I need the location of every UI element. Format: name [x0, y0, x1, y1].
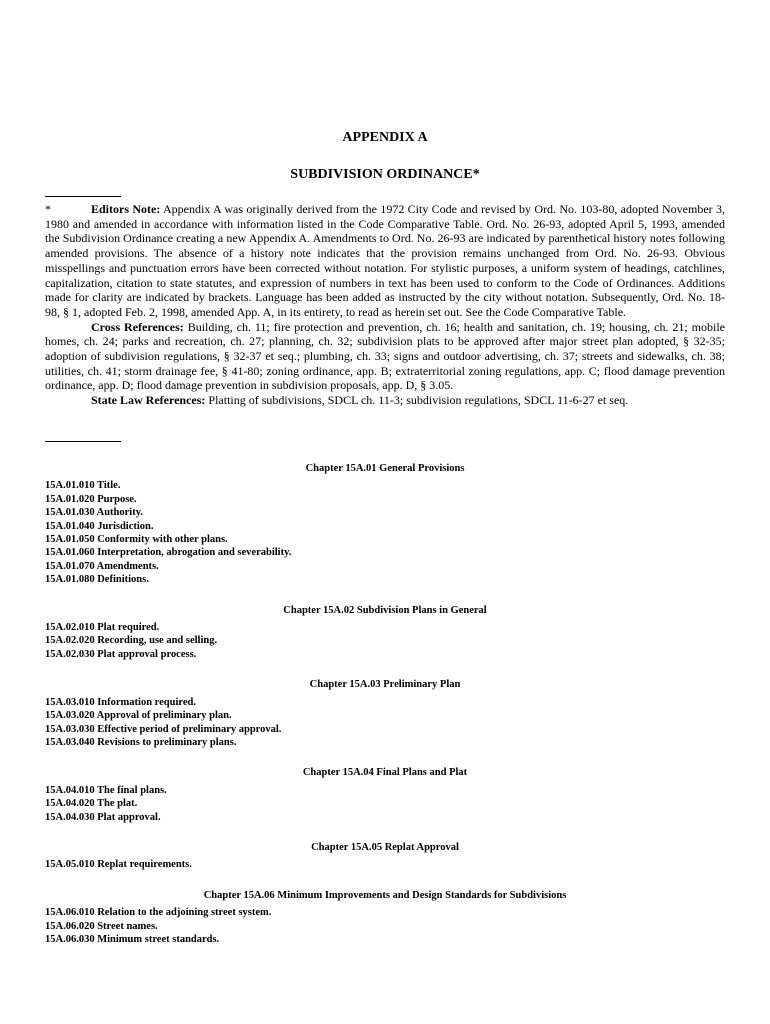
section-list	[45, 479, 725, 586]
section-list	[45, 906, 725, 946]
chapter-heading: Chapter 15A.01 General Provisions	[305, 463, 465, 474]
footnote-block	[45, 202, 725, 408]
section-item: 15A.04.020 The plat.	[45, 798, 138, 810]
chapter-block	[45, 841, 725, 872]
editors-note	[45, 202, 725, 320]
state-law-label: State Law References:	[91, 393, 206, 408]
section-item: 15A.06.010 Relation to the adjoining street system.	[45, 907, 272, 919]
ordinance-title: SUBDIVISION ORDINANCE*	[290, 167, 480, 182]
section-list	[45, 858, 725, 871]
section-item: 15A.04.010 The final plans.	[45, 784, 167, 796]
editors-note-text: Appendix A was originally derived from the 1972 City Code and revised by Ord. No. 103-80, adopted November 3, 1980 and amended in accordance with information listed in the Code Comparative Table. Ord. No. 26-93, adopted April 5, 1993, amended the Subdivision Ordinance creating a new Appendix A. Amendments to Ord. No. 26-93 are indicated by parenthetical history notes following amended provisions. The absence of a history note indicates that the provision remains unchanged from Ord. No. 26-93. Obvious misspellings and punctuation errors have been corrected without notation. For stylistic purposes, a uniform system of headings, catchlines, capitalization, citation to state statutes, and expression of numbers in text has been used to conform to the Code of Ordinances. Additions made for clarity are indicated by brackets. Language has been added as instructed by the city without notation. Subsequently, Ord. No. 18-98, § 1, adopted Feb. 2, 1998, amended App. A, in its entirety, to read as herein set out. See the Code Comparative Table.	[45, 202, 725, 319]
chapter-heading: Chapter 15A.02 Subdivision Plans in General	[283, 604, 487, 616]
state-law-text: Platting of subdivisions, SDCL ch. 11-3; subdivision regulations, SDCL 11-6-27 et seq.	[205, 393, 629, 408]
section-item: 15A.06.020 Street names.	[45, 920, 158, 932]
editors-note-label: Editors Note:	[91, 202, 161, 216]
section-item: 15A.06.030 Minimum street standards.	[45, 933, 220, 945]
chapter-block	[45, 604, 725, 662]
chapter-block	[45, 766, 725, 824]
chapter-block	[45, 889, 725, 947]
section-item: 15A.01.020 Purpose.	[45, 493, 137, 505]
section-item: 15A.01.040 Jurisdiction.	[45, 520, 154, 532]
section-item: 15A.03.040 Revisions to preliminary plans.	[45, 736, 237, 748]
section-item: 15A.01.030 Authority.	[45, 507, 144, 519]
table-of-contents	[45, 462, 725, 963]
section-list	[45, 696, 725, 750]
section-item: 15A.04.030 Plat approval.	[45, 811, 161, 823]
footnote-marker: *	[45, 202, 51, 216]
chapter-block	[45, 678, 725, 749]
section-item: 15A.01.070 Amendments.	[45, 560, 159, 572]
footnote-separator-top	[45, 196, 121, 197]
section-item: 15A.03.010 Information required.	[45, 696, 196, 708]
section-item: 15A.01.010 Title.	[45, 480, 121, 492]
section-item: 15A.01.060 Interpretation, abrogation and severability.	[45, 547, 292, 559]
section-item: 15A.01.050 Conformity with other plans.	[45, 534, 228, 546]
chapter-heading: Chapter 15A.04 Final Plans and Plat	[302, 767, 468, 779]
section-list	[45, 784, 725, 824]
cross-references	[45, 320, 725, 394]
appendix-heading: APPENDIX A	[342, 130, 428, 145]
section-item: 15A.03.030 Effective period of preliminary approval.	[45, 723, 282, 735]
state-law-references	[45, 393, 725, 408]
section-list	[45, 621, 725, 661]
section-item: 15A.01.080 Definitions.	[45, 574, 149, 586]
footnote-separator-bottom	[45, 441, 121, 442]
section-item: 15A.02.030 Plat approval process.	[45, 648, 197, 660]
section-item: 15A.03.020 Approval of preliminary plan.	[45, 710, 232, 722]
chapter-heading: Chapter 15A.06 Minimum Improvements and Design Standards for Subdivisions	[203, 889, 567, 901]
chapter-heading: Chapter 15A.05 Replat Approval	[311, 841, 459, 853]
section-item: 15A.02.020 Recording, use and selling.	[45, 635, 218, 647]
cross-references-text: Building, ch. 11; fire protection and prevention, ch. 16; health and sanitation, ch. 19; housing, ch. 21; mobile homes, ch. 24; parks and recreation, ch. 27; planning, ch. 32; subdivision plats to be approved after major street plan adopted, § 32-35; adoption of subdivision regulations, § 32-37 et seq.; plumbing, ch. 33; signs and outdoor advertising, ch. 37; streets and sidewalks, ch. 38; utilities, ch. 41; storm drainage fee, § 41-80; zoning ordinance, app. B; extraterritorial zoning regulations, app. C; flood damage prevention ordinance, app. D; flood damage prevention in subdivision proposals, app. D, § 3.05.	[45, 319, 725, 393]
cross-references-label: Cross References:	[91, 319, 184, 334]
chapter-heading: Chapter 15A.03 Preliminary Plan	[309, 679, 461, 691]
section-item: 15A.02.010 Plat required.	[45, 622, 160, 634]
section-item: 15A.05.010 Replat requirements.	[45, 859, 192, 871]
chapter-block	[45, 462, 725, 587]
